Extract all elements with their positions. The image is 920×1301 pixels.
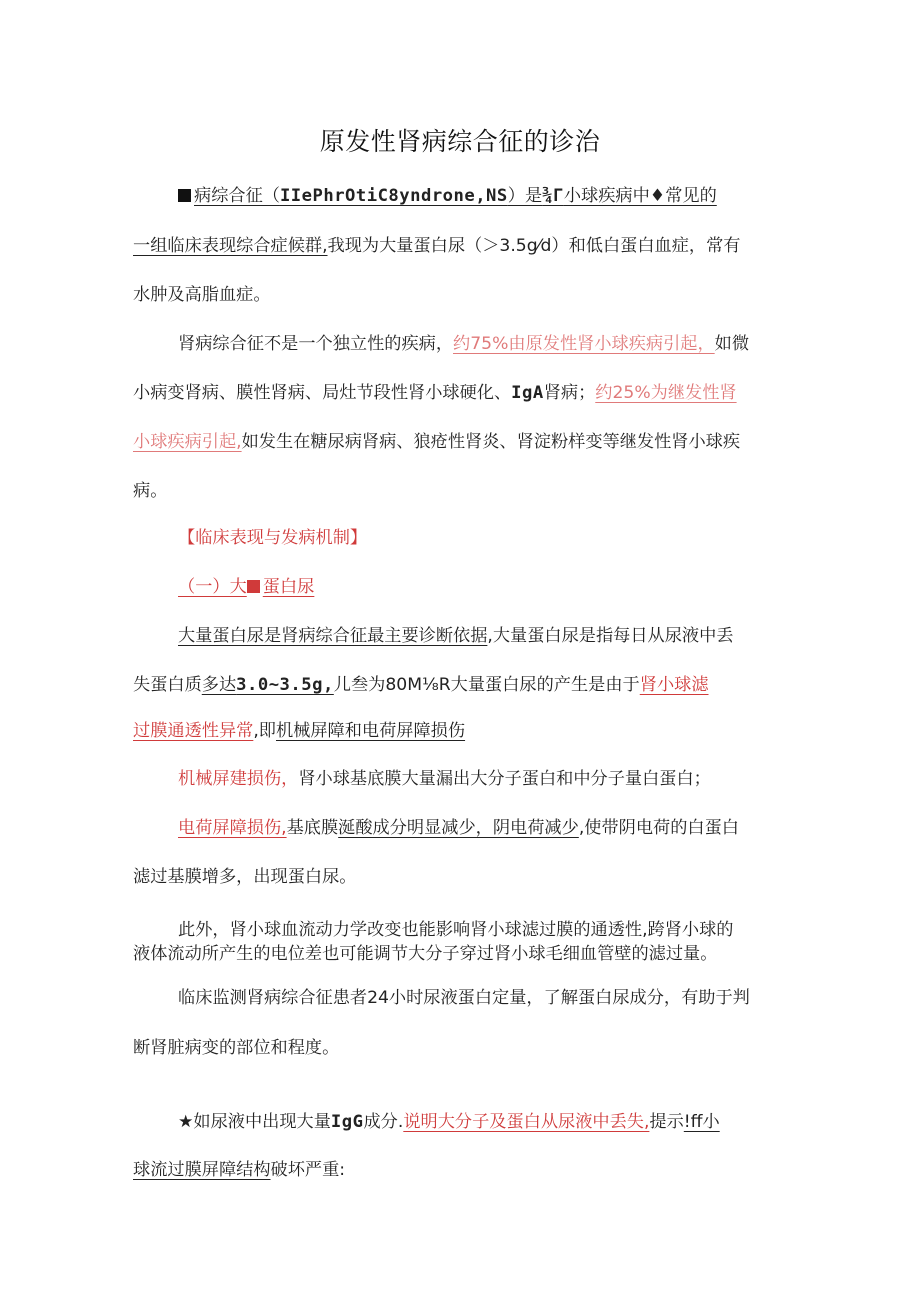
paragraph-5-line-1 [178, 816, 838, 840]
text-span: 大量蛋白尿是肾病综合征最主要诊断依据 [178, 626, 488, 646]
paragraph-8-line-1 [178, 1110, 793, 1134]
paragraph-2-line-4: 病。 [133, 481, 168, 501]
text-span: ,大量蛋白尿是指每日从尿液中丢 [487, 626, 734, 646]
section-heading: 【临床表现与发病机制】 [178, 528, 368, 548]
paragraph-7-line-2: 断肾脏病变的部位和程度。 [133, 1038, 340, 1058]
paragraph-2-line-1 [178, 332, 793, 356]
text-span: 破坏严重: [270, 1160, 346, 1180]
text-span: 蛋白尿 [262, 577, 315, 597]
highlighted-text: 肾小球滤 [639, 675, 709, 695]
paragraph-1-line-1 [178, 184, 793, 208]
text-span: IgA [511, 383, 544, 403]
highlighted-text: 过膜通透性异常 [133, 721, 254, 741]
paragraph-1-line-3: 水肿及高脂血症。 [133, 285, 271, 305]
text-span: 我现为大量蛋白尿（＞3.5g⁄d）和低白蛋白血症，常有 [327, 236, 741, 256]
paragraph-7-line-1: 临床监测肾病综合征患者24小时尿液蛋白定量，了解蛋白尿成分，有助于判 [178, 988, 750, 1008]
text-span: ,使带阴电荷的白蛋白 [578, 818, 739, 838]
text-span: 机械屏障和电荷屏障损伤 [275, 721, 466, 741]
highlighted-text: 机械屏建损伤， [178, 769, 299, 789]
text-span: 成分. [363, 1112, 404, 1132]
text-span: （一）大 [178, 577, 247, 597]
text-span: 大量蛋白尿的产生是由于 [450, 675, 640, 695]
paragraph-8-line-2 [133, 1158, 793, 1182]
text-span: IIePhrOtiC8yndrone,NS [279, 186, 508, 206]
highlighted-text: 约75%由原发性肾小球疾病引起， [453, 334, 715, 354]
text-span: 如发生在糖尿病肾病、狼疮性肾炎、肾淀粉样变等继发性肾小球疾 [241, 432, 741, 452]
text-span: ¾Γ [542, 186, 564, 206]
highlighted-text: 电荷屏障损伤, [178, 818, 287, 838]
subsection-heading [178, 575, 793, 599]
text-span: ,即 [253, 721, 276, 741]
text-span: 多达 [201, 675, 237, 695]
highlighted-text: 说明大分子及蛋白从尿液中丢失, [403, 1112, 650, 1132]
text-span: 涎酸成分明显减少，阴电荷减少 [338, 818, 579, 838]
text-span: 如微 [714, 334, 750, 354]
paragraph-6-line-1: 此外，肾小球血流动力学改变也能影响肾小球滤过膜的通透性,跨肾小球的 [178, 920, 734, 940]
text-span: ）是 [507, 186, 543, 206]
text-span: IgG [330, 1112, 364, 1132]
text-span: 基底膜 [286, 818, 339, 838]
text-span: 病综合征（ [194, 186, 280, 206]
text-span: 球流过膜屏障结构 [133, 1160, 271, 1180]
text-span: 儿叁为80M⅛R [333, 675, 451, 695]
paragraph-3-line-3 [133, 719, 793, 743]
paragraph-2-line-2 [133, 381, 793, 405]
text-span: 肾病； [543, 383, 596, 403]
paragraph-3-line-1 [178, 624, 793, 648]
text-span: ★如尿液中出现大量 [178, 1112, 331, 1132]
highlighted-text: 约25%为继发性肾 [595, 383, 737, 403]
paragraph-3-line-2 [133, 673, 793, 697]
paragraph-5-line-2: 滤过基膜增多，出现蛋白尿。 [133, 867, 357, 887]
text-span: 失蛋白质 [133, 675, 202, 695]
text-span: !ff小 [683, 1112, 720, 1132]
text-span: 3.0~3.5g, [236, 675, 334, 695]
text-span: 一组临床表现综合症候群, [133, 236, 328, 256]
text-span: 肾小球基底膜大量漏出大分子蛋白和中分子量白蛋白； [298, 769, 711, 789]
text-span: 小球疾病中♦常见的 [563, 186, 717, 206]
paragraph-1-line-2 [133, 234, 793, 258]
text-span: 肾病综合征不是一个独立性的疾病， [178, 334, 454, 354]
text-span: 小病变肾病、膜性肾病、局灶节段性肾小球硬化、 [133, 383, 512, 403]
paragraph-2-line-3 [133, 430, 793, 454]
square-bullet-icon [178, 189, 191, 202]
square-bullet-icon [247, 580, 260, 593]
text-span: 提示 [649, 1112, 684, 1132]
paragraph-4 [178, 767, 793, 791]
paragraph-6-line-2: 液体流动所产生的电位差也可能调节大分子穿过肾小球毛细血管壁的滤过量。 [133, 944, 718, 964]
page-title: 原发性肾病综合征的诊治 [319, 127, 601, 156]
highlighted-text: 小球疾病引起, [133, 432, 242, 452]
